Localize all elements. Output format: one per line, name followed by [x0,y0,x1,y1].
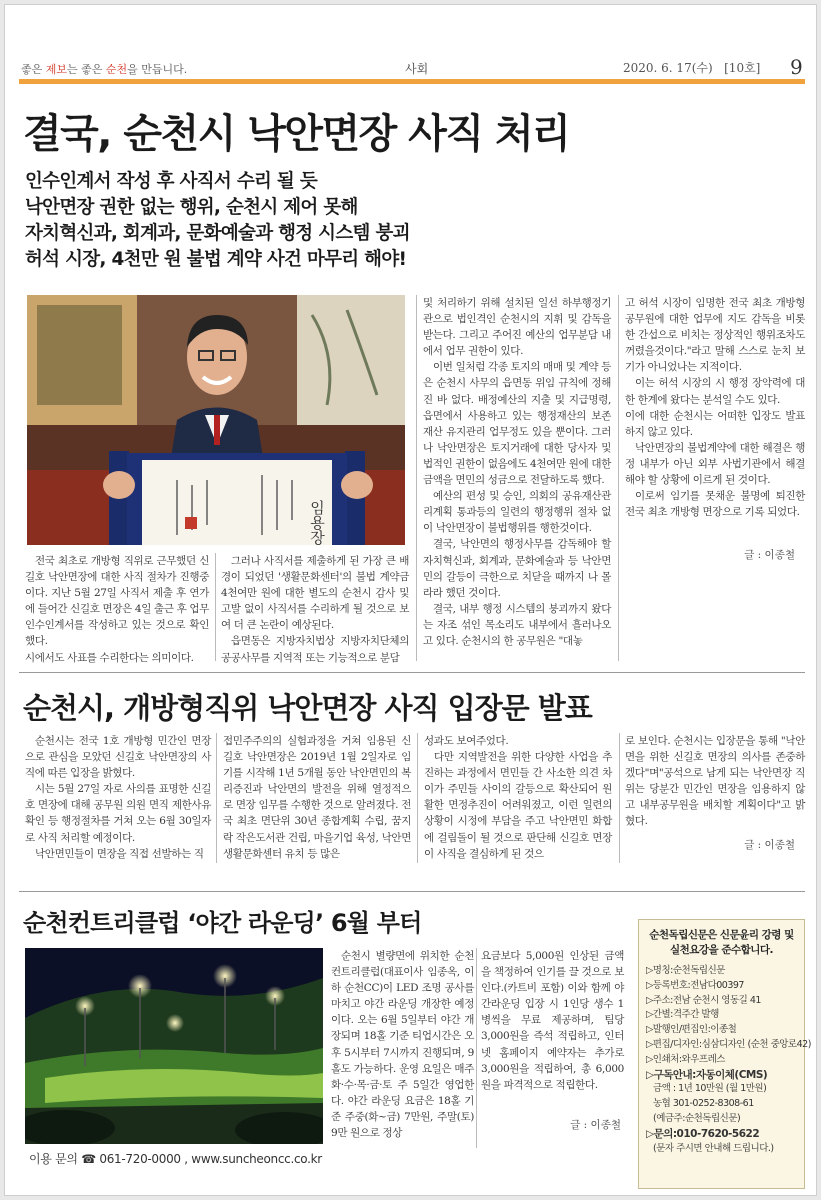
info-line: ▷간별:격주간 발행 [646,1009,719,1021]
article3-byline: 글 : 이종철 [570,1119,621,1131]
date-text: 2020. 6. 17(수) [623,61,713,75]
photo-caption: 이용 문의 ☎ 061-720-0000 , www.suncheoncc.co.kr [29,1152,322,1166]
article2-headline: 순천시, 개방형직위 낙안면장 사직 입장문 발표 [23,691,592,725]
column-divider [619,733,620,863]
article1-column-1 [25,553,209,666]
subhead: 자치혁신과, 회계과, 문화예술과 행정 시스템 붕괴 [25,223,410,244]
contact-note: (문자 주시면 안내해 드립니다.) [653,1142,774,1154]
paragraph: 요금보다 5,000원 인상된 금액을 책정하여 인기를 끌 것으로 보인다.(카트비 포함) 이와 함께 야간라운딩 입장 시 1인당 생수 1병씩을 무료 제공하며, 팀당 3,000원을 즉석 적립하고, 인터넷 홈페이지 예약자는 추가로 3,000원을 적립하여, 총 6,000원을 파격적으로 적립한다. [481,950,624,1091]
paragraph: 순천시는 전국 1호 개방형 민간인 면장으로 관심을 모았던 신길호 낙안면장의 사직에 따른 입장을 밝혔다. [25,735,211,780]
article3-headline: 순천컨트리클럽 ‘야간 라운딩’ 6월 부터 [23,909,422,937]
paragraph: 시는 5월 27일 자로 사의를 표명한 신길호 면장에 대해 공무원 의원 면직 제한사유 확인 등 행정절차를 거쳐 오는 6월 30일자로 사직 처리할 예정이다. [25,783,211,844]
column-divider [476,948,477,1148]
subhead: 낙안면장 권한 없는 행위, 순천시 제어 못해 [25,197,358,218]
article1-subheads [25,169,410,273]
article3-column-1 [331,948,474,1141]
paragraph: 시에서도 사표를 수리한다는 의미이다. [25,651,194,664]
section-label: 사회 [405,62,429,76]
paragraph: 이로써 임기를 못채운 불명예 퇴진한 전국 최초 개방형 면장으로 기록 되었다. [625,490,805,519]
header-rule [19,79,805,84]
paragraph: 이는 허석 시장의 시 행정 장악력에 대한 한계에 왔다는 분석일 수도 있다. [625,377,805,406]
paragraph: 읍면동은 지방자치법상 지방자치단체의 공공사무를 지역적 또는 기능적으로 분담 [221,635,409,664]
info-line: ▷등록번호:전남다00397 [646,979,744,991]
subscription-line: 금액 : 1년 10만원 (월 1만원) [653,1083,767,1095]
info-line: ▷명칭:순천독립신문 [646,965,725,976]
slogan-text: 는 좋은 [67,63,106,76]
page-number: 9 [790,55,803,79]
golf-course-photo [25,948,323,1144]
paragraph: 및 처리하기 위해 설치된 일선 하부행정기관으로 법인격인 순천시의 지휘 및 감독을 받는다. 그리고 주어진 예산의 업무분담 내에서 업무 권한이 있다. [423,297,611,358]
article1-byline: 글 : 이종철 [744,549,795,561]
paragraph: 그러나 사직서를 제출하게 된 가장 큰 배경이 되었던 '생활문화센터'의 불법 계약금 4천여만 원에 대한 별도의 순천시 감사 및 고발 없이 사직서를 수리하게 될 것으로 보여 더 큰 논란이 예상된다. [221,555,409,632]
header-slogan [21,61,187,77]
newspaper-info-box [638,919,811,1189]
paragraph: 다만 지역발전을 위한 다양한 사업을 추진하는 과정에서 면민들 간 사소한 의견 차이가 주민들 사이의 갈등으로 확산되어 원활한 면정추진이 어려워졌고, 이런 일련의 상황이 시정에 부담을 주고 낙안면민 화합에 걸림돌이 될 것으로 판단해 신길호 면장이 사직을 결심하게 된 것으 [424,751,612,860]
article-separator [19,891,805,892]
subhead: 허석 시장, 4천만 원 불법 계약 사건 마무리 해야! [25,249,407,270]
paragraph: 결국, 내부 행정 시스템의 붕괴까지 왔다는 자조 섞인 목소리도 내부에서 흘러나오고 있다. 순천시의 한 공무원은 "대놓 [423,602,611,647]
info-line: ▷인쇄처:와우프레스 [646,1053,725,1065]
subscription-line: (예금주:순천독립신문) [653,1112,741,1124]
info-line: ▷발행인/편집인:이종철 [646,1024,737,1036]
column-divider [618,295,619,661]
subhead: 인수인계서 작성 후 사직서 수리 될 듯 [25,171,318,192]
certificate-title: 임용장 [308,500,326,545]
issue-date [623,59,760,76]
article-separator [19,672,805,673]
paragraph: 이에 대한 순천시는 어떠한 입장도 발표하지 않고 있다. [625,409,805,438]
paragraph: 접민주주의의 실험과정을 거쳐 임용된 신길호 낙안면장은 2019년 1월 2일자로 임기를 시작해 1년 5개월 동안 낙안면민의 복리증진과 낙안면의 발전을 위해 열정적으로 면장 임무를 수행한 것으로 알려졌다. 전국 최초 면단위 30년 종합계획 수립, 꿈지락 작은도서관 건립, 마을기업 육성, 낙안면 생활문화센터 유치 등 많은 [223,735,411,860]
paragraph: 이번 일처럼 각종 토지의 매매 및 계약 등은 순천시 사무의 읍면동 위임 규칙에 정해진 바 없다. 배정예산의 지출 및 지급명령, 읍면에서 사용하고 있는 행정재산의 보존재산 유지관리 업무정도 있을 뿐이다. 그러나 낙안면장은 토지거래에 대한 당사자 및 법적인 권한이 없음에도 4천여만 원에 대한 금액을 면민의 성금으로 전달하도록 했다. [423,361,611,487]
article1-column-3 [423,295,611,649]
paragraph: 결국, 낙안면의 행정사무를 감독해야 할 자치혁신과, 회계과, 문화예술과 등 낙안면민의 갈등이 극한으로 치닫을 때까지 나 몰라라 했던 것이다. [423,538,611,599]
info-line: ▷편집/디자인:심삼디자인 (순천 중앙로42) [646,1038,811,1050]
slogan-text: 좋은 [21,63,46,76]
photo-illustration [27,295,405,545]
column-divider [417,733,418,863]
subscription-title: ▷구독안내:자동이체(CMS) [646,1068,768,1081]
info-box-title: 순천독립신문은 신문윤리 강령 및 실천요강을 준수합니다. [649,929,794,956]
issue-number: [10호] [724,61,761,75]
article1-column-4 [625,295,805,520]
article1-photo [27,295,405,545]
contact-line: ▷문의:010-7620-5622 [646,1127,760,1140]
paragraph: 고 허석 시장이 임명한 전국 최초 개방형 공무원에 대한 업무에 지도 감독을 비롯한 간섭으로 비치는 정상적인 행위조차도 꺼렸을것이다."라고 말해 스스로 눈치 보기가 아니었나는 지적이다. [625,297,805,374]
subscription-line: 농협 301-0252-8308-61 [653,1098,754,1110]
article2-column-1 [25,733,211,862]
paragraph: 순천시 별량면에 위치한 순천컨트리클럽(대표이사 임종옥, 이하 순천CC)이 LED 조명 공사를 마치고 야간 라운딩 개장한 예정이다. 오는 6월 5일부터 야간 개장되며 18홀 기준 티업시간은 오후 5시부터 7시까지 진행되며, 9홀도 가능하다. 운영 요일은 매주 화·수·목·금·토 주 5일간 영업한다. 야간 라운딩 요금은 18홀 기준 주중(화~금) 7만원, 주말(토) 9만 원으로 정상 [331,950,474,1140]
night-golf-illustration [25,948,323,1144]
paragraph: 성과도 보여주었다. [424,735,509,747]
slogan-text: 을 만듭니다. [127,63,188,76]
article1-headline: 결국, 순천시 낙안면장 사직 처리 [23,111,570,157]
paragraph: 로 보인다. 순천시는 입장문을 통해 "낙안면을 위한 신길호 면장의 의사를 존중하겠다"며"공석으로 남게 되는 낙안면장 직위는 당분간 민간인 면장을 임용하지 않고 내부공무원을 배치할 계획이다"고 밝혔다. [625,735,805,828]
column-divider [215,553,216,661]
article2-column-4 [625,733,805,830]
info-line: ▷주소:전남 순천시 영동길 41 [646,994,761,1006]
column-divider [416,295,417,661]
paragraph: 낙안면민들이 면장을 직접 선발하는 직 [35,847,204,860]
article2-byline: 글 : 이종철 [744,839,795,851]
slogan-highlight: 제보 [45,63,68,76]
article3-column-2 [481,948,624,1093]
article2-column-2 [223,733,411,862]
newspaper-page [4,4,817,1196]
column-divider [216,733,217,863]
article1-column-2 [221,553,409,666]
paragraph: 전국 최초로 개방형 직위로 근무했던 신길호 낙안면장에 대한 사직 절차가 진행중이다. 지난 5월 27일 사직서 제출 후 연가에 들어간 신길호 면장은 4일 출근 후 업무인수인계서를 작성하고 있는 것으로 확인했다. [25,555,209,648]
slogan-highlight: 순천 [105,63,128,76]
paragraph: 예산의 편성 및 승인, 의회의 공유재산관리계획 통과등의 일련의 행정행위 절차 없이 낙안면장이 불법행위를 행한것이다. [423,490,611,535]
article2-column-3 [424,733,612,862]
paragraph: 낙안면장의 불법계약에 대한 해결은 행정 내부가 아닌 외부 사법기관에서 해결해야 할 상황에 이르게 된 것이다. [625,441,805,487]
